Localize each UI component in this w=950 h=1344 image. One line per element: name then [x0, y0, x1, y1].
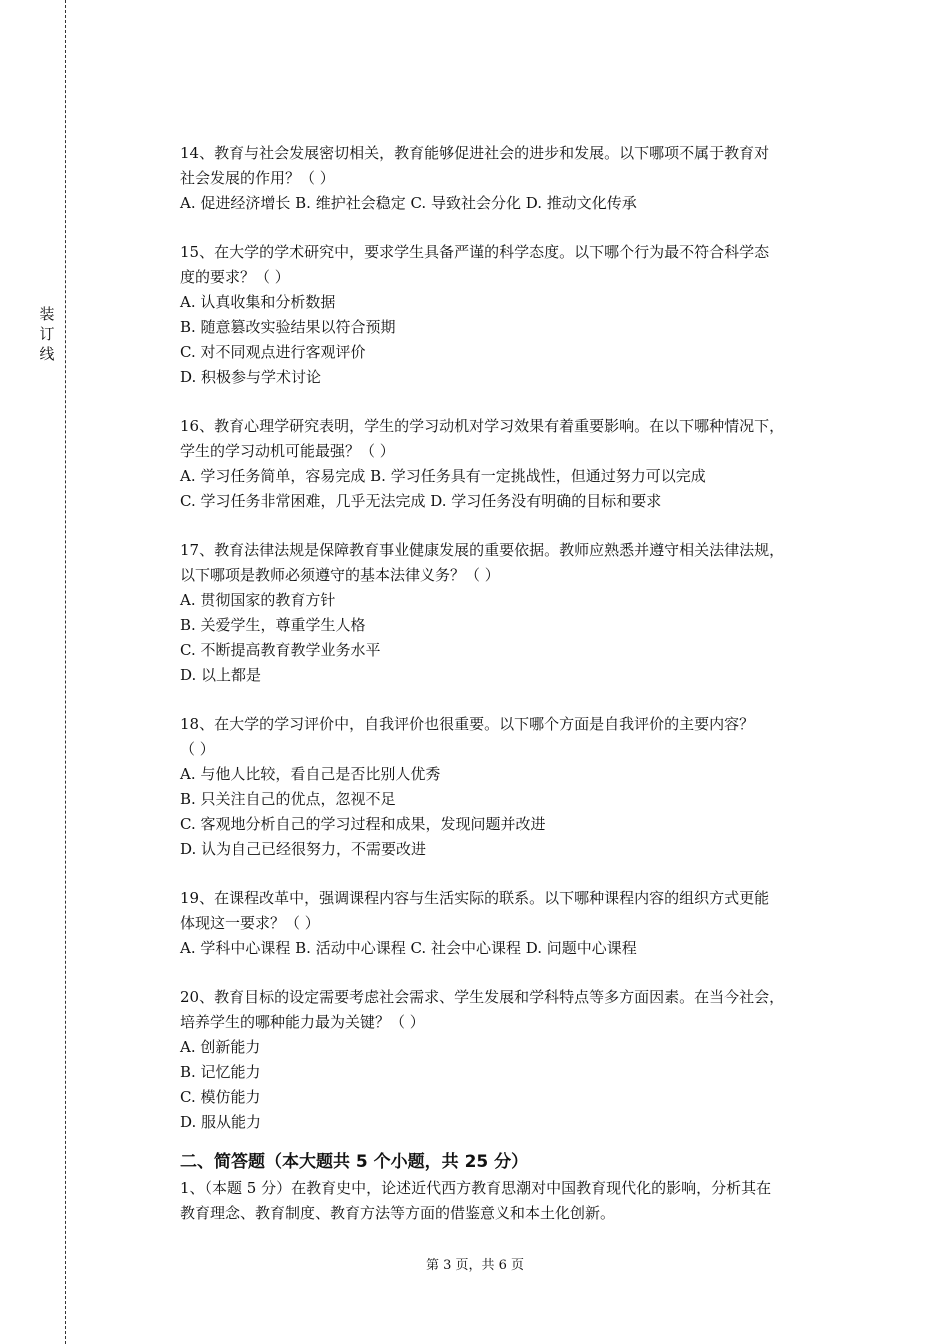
question-20 — [180, 985, 850, 1135]
question-stem: 培养学生的哪种能力最为关键？（ ） — [180, 1013, 425, 1031]
question-option: A. 与他人比较，看自己是否比别人优秀 — [180, 765, 441, 783]
question-option: A. 认真收集和分析数据 — [180, 293, 336, 311]
question-option: B. 记忆能力 — [180, 1063, 261, 1081]
binding-dashed-line — [65, 0, 66, 1344]
question-stem: （ ） — [180, 740, 215, 758]
exam-content — [180, 141, 850, 1250]
question-options: A. 学习任务简单，容易完成 B. 学习任务具有一定挑战性，但通过努力可以完成 — [180, 467, 706, 485]
binding-label — [30, 296, 64, 372]
binding-char: 订 — [39, 325, 55, 343]
question-stem: 15、在大学的学术研究中，要求学生具备严谨的科学态度。以下哪个行为最不符合科学态 — [180, 243, 770, 261]
question-option: B. 关爱学生，尊重学生人格 — [180, 616, 366, 634]
question-stem: 16、教育心理学研究表明，学生的学习动机对学习效果有着重要影响。在以下哪种情况下， — [180, 417, 785, 435]
binding-char: 装 — [39, 305, 55, 323]
question-stem: 1、（本题 5 分）在教育史中，论述近代西方教育思潮对中国教育现代化的影响，分析其在 — [180, 1179, 772, 1197]
short-answer-question-1 — [180, 1176, 850, 1226]
question-16 — [180, 414, 850, 514]
question-options: A. 促进经济增长 B. 维护社会稳定 C. 导致社会分化 D. 推动文化传承 — [180, 194, 637, 212]
question-option: A. 贯彻国家的教育方针 — [180, 591, 336, 609]
question-option: B. 随意篡改实验结果以符合预期 — [180, 318, 396, 336]
question-stem: 度的要求？（ ） — [180, 268, 290, 286]
question-stem: 18、在大学的学习评价中，自我评价也很重要。以下哪个方面是自我评价的主要内容？ — [180, 715, 755, 733]
question-stem: 17、教育法律法规是保障教育事业健康发展的重要依据。教师应熟悉并遵守相关法律法规， — [180, 541, 785, 559]
question-option: B. 只关注自己的优点，忽视不足 — [180, 790, 396, 808]
question-option: C. 对不同观点进行客观评价 — [180, 343, 366, 361]
binding-char: 线 — [39, 345, 55, 363]
question-option: D. 服从能力 — [180, 1113, 262, 1131]
section-title: 二、简答题（本大题共 5 个小题，共 25 分） — [180, 1152, 529, 1172]
question-stem: 学生的学习动机可能最强？（ ） — [180, 442, 395, 460]
question-15 — [180, 240, 850, 390]
question-stem: 20、教育目标的设定需要考虑社会需求、学生发展和学科特点等多方面因素。在当今社会， — [180, 988, 785, 1006]
question-stem: 以下哪项是教师必须遵守的基本法律义务？（ ） — [180, 566, 500, 584]
question-option: D. 积极参与学术讨论 — [180, 368, 322, 386]
question-stem: 体现这一要求？（ ） — [180, 914, 320, 932]
question-stem: 14、教育与社会发展密切相关，教育能够促进社会的进步和发展。以下哪项不属于教育对 — [180, 144, 770, 162]
question-option: D. 以上都是 — [180, 666, 262, 684]
question-option: C. 不断提高教育教学业务水平 — [180, 641, 381, 659]
question-option: C. 模仿能力 — [180, 1088, 261, 1106]
question-options: A. 学科中心课程 B. 活动中心课程 C. 社会中心课程 D. 问题中心课程 — [180, 939, 637, 957]
question-stem: 社会发展的作用？（ ） — [180, 169, 335, 187]
question-18 — [180, 712, 850, 862]
question-14 — [180, 141, 850, 216]
page-number: 第 3 页，共 6 页 — [425, 1258, 525, 1273]
question-option: C. 客观地分析自己的学习过程和成果，发现问题并改进 — [180, 815, 546, 833]
question-options: C. 学习任务非常困难，几乎无法完成 D. 学习任务没有明确的目标和要求 — [180, 492, 662, 510]
question-17 — [180, 538, 850, 688]
question-option: D. 认为自己已经很努力，不需要改进 — [180, 840, 427, 858]
question-19 — [180, 886, 850, 961]
question-stem: 19、在课程改革中，强调课程内容与生活实际的联系。以下哪种课程内容的组织方式更能 — [180, 889, 770, 907]
question-stem: 教育理念、教育制度、教育方法等方面的借鉴意义和本土化创新。 — [180, 1204, 616, 1222]
question-option: A. 创新能力 — [180, 1038, 261, 1056]
